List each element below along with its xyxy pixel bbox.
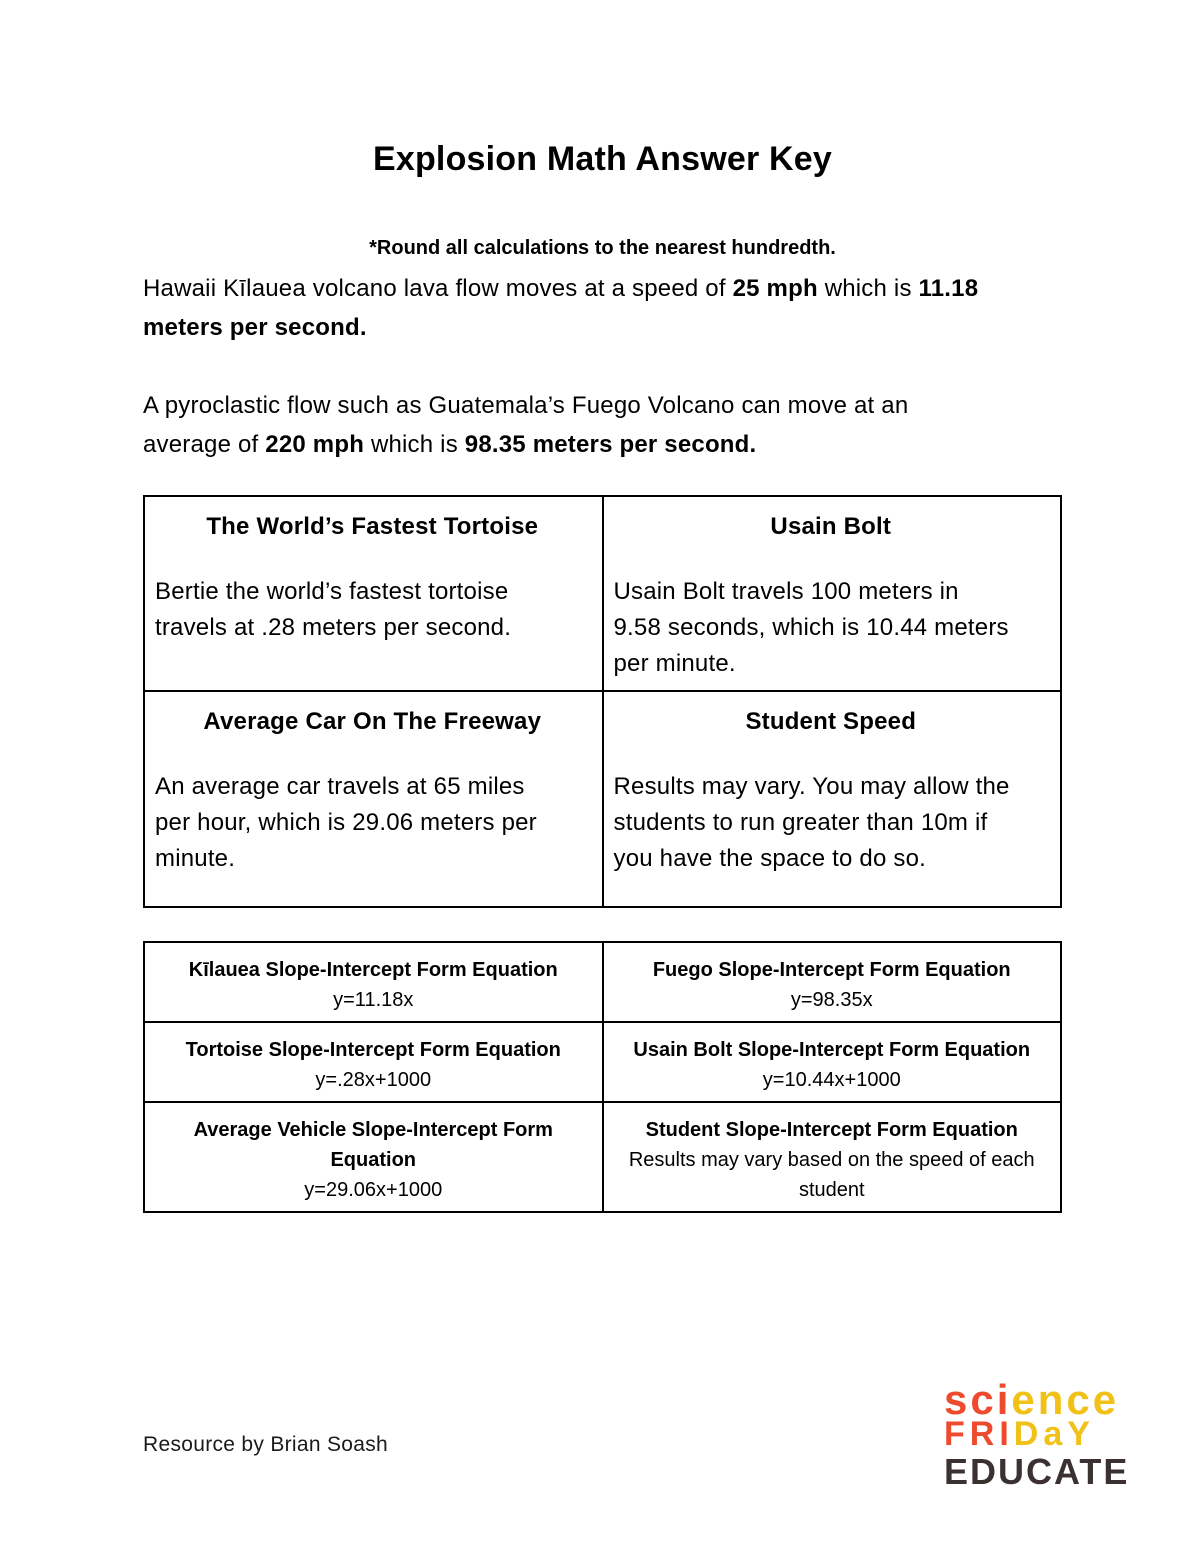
paragraph <box>143 269 1062 347</box>
logo-text: FRI <box>944 1415 1014 1453</box>
equation-cell-title: Fuego Slope-Intercept Form Equation <box>652 959 1011 981</box>
speed-cell-text: Results may vary. You may allow the students to run greater than 10m if you have the space to do so. <box>613 773 1010 872</box>
speed-table-body <box>144 496 1061 907</box>
equation-table <box>143 941 1062 1213</box>
logo-text: ence <box>1011 1376 1120 1423</box>
resource-credit: Resource by Brian Soash <box>143 1433 389 1456</box>
equation-table-row <box>144 942 1061 1022</box>
speed-table-cell <box>603 691 1062 907</box>
speed-cell-title: Usain Bolt <box>770 513 892 540</box>
equation-table-cell <box>144 942 603 1022</box>
equation-cell-title: Usain Bolt Slope-Intercept Form Equation <box>633 1039 1031 1061</box>
equation-cell-title: Student Slope-Intercept Form Equation <box>645 1119 1018 1141</box>
speed-table <box>143 495 1062 908</box>
paragraph <box>143 386 1062 464</box>
logo-text: sci <box>944 1376 1012 1423</box>
logo-text: DaY <box>1013 1415 1095 1453</box>
science-friday-educate-logo <box>944 1376 1130 1492</box>
equation-cell-value: y=98.35x <box>790 989 873 1011</box>
document-content <box>143 0 1062 1213</box>
equation-table-cell <box>144 1102 603 1212</box>
speed-cell-title: Student Speed <box>745 708 917 735</box>
logo-line <box>944 1376 1129 1423</box>
speed-cell-text: Bertie the world’s fastest tortoise travels at .28 meters per second. <box>155 578 512 641</box>
paragraph-text: 98.35 meters per second. <box>464 431 757 458</box>
logo-text: EDUCATE <box>944 1451 1130 1492</box>
equation-cell-title: Average Vehicle Slope-Intercept Form Equation <box>193 1119 553 1171</box>
equation-cell-value: y=11.18x <box>333 989 414 1011</box>
equation-cell-value: y=.28x+1000 <box>315 1069 432 1091</box>
speed-table-cell <box>603 496 1062 691</box>
speed-cell-text: An average car travels at 65 miles per hour, which is 29.06 meters per minute. <box>155 773 537 872</box>
paragraph-text: 25 mph <box>732 275 818 302</box>
equation-table-cell <box>144 1022 603 1102</box>
equation-cell-title: Kīlauea Slope-Intercept Form Equation <box>188 959 558 981</box>
equation-table-cell <box>603 1022 1062 1102</box>
speed-table-row <box>144 496 1061 691</box>
speed-cell-text: Usain Bolt travels 100 meters in 9.58 seconds, which is 10.44 meters per minute. <box>613 578 1009 677</box>
intro-paragraphs <box>143 269 1062 464</box>
equation-cell-value: Results may vary based on the speed of each student <box>628 1149 1035 1201</box>
paragraph-text: 11.18 <box>918 275 979 302</box>
paragraph-text: which is <box>817 275 919 302</box>
equation-table-body <box>144 942 1061 1212</box>
paragraph-text: meters per second. <box>143 314 367 341</box>
paragraph-text: which is <box>364 431 465 458</box>
paragraph-text: 220 mph <box>265 431 365 458</box>
equation-cell-title: Tortoise Slope-Intercept Form Equation <box>185 1039 561 1061</box>
rounding-note: *Round all calculations to the nearest hundredth. <box>369 237 836 259</box>
speed-table-cell <box>144 691 603 907</box>
page-title: Explosion Math Answer Key <box>372 140 833 178</box>
equation-table-cell <box>603 942 1062 1022</box>
equation-table-cell <box>603 1102 1062 1212</box>
speed-cell-title: The World’s Fastest Tortoise <box>206 513 539 540</box>
equation-cell-value: y=29.06x+1000 <box>304 1179 443 1201</box>
logo-line <box>944 1451 1130 1492</box>
speed-table-row <box>144 691 1061 907</box>
equation-cell-value: y=10.44x+1000 <box>762 1069 901 1091</box>
paragraph-text: average of <box>143 431 266 458</box>
speed-table-cell <box>144 496 603 691</box>
equation-table-row <box>144 1102 1061 1212</box>
paragraph-text: A pyroclastic flow such as Guatemala’s Fuego Volcano can move at an <box>143 392 909 419</box>
paragraph-text: Hawaii Kīlauea volcano lava flow moves at a speed of <box>143 275 733 302</box>
equation-table-row <box>144 1022 1061 1102</box>
speed-cell-title: Average Car On The Freeway <box>203 708 542 735</box>
